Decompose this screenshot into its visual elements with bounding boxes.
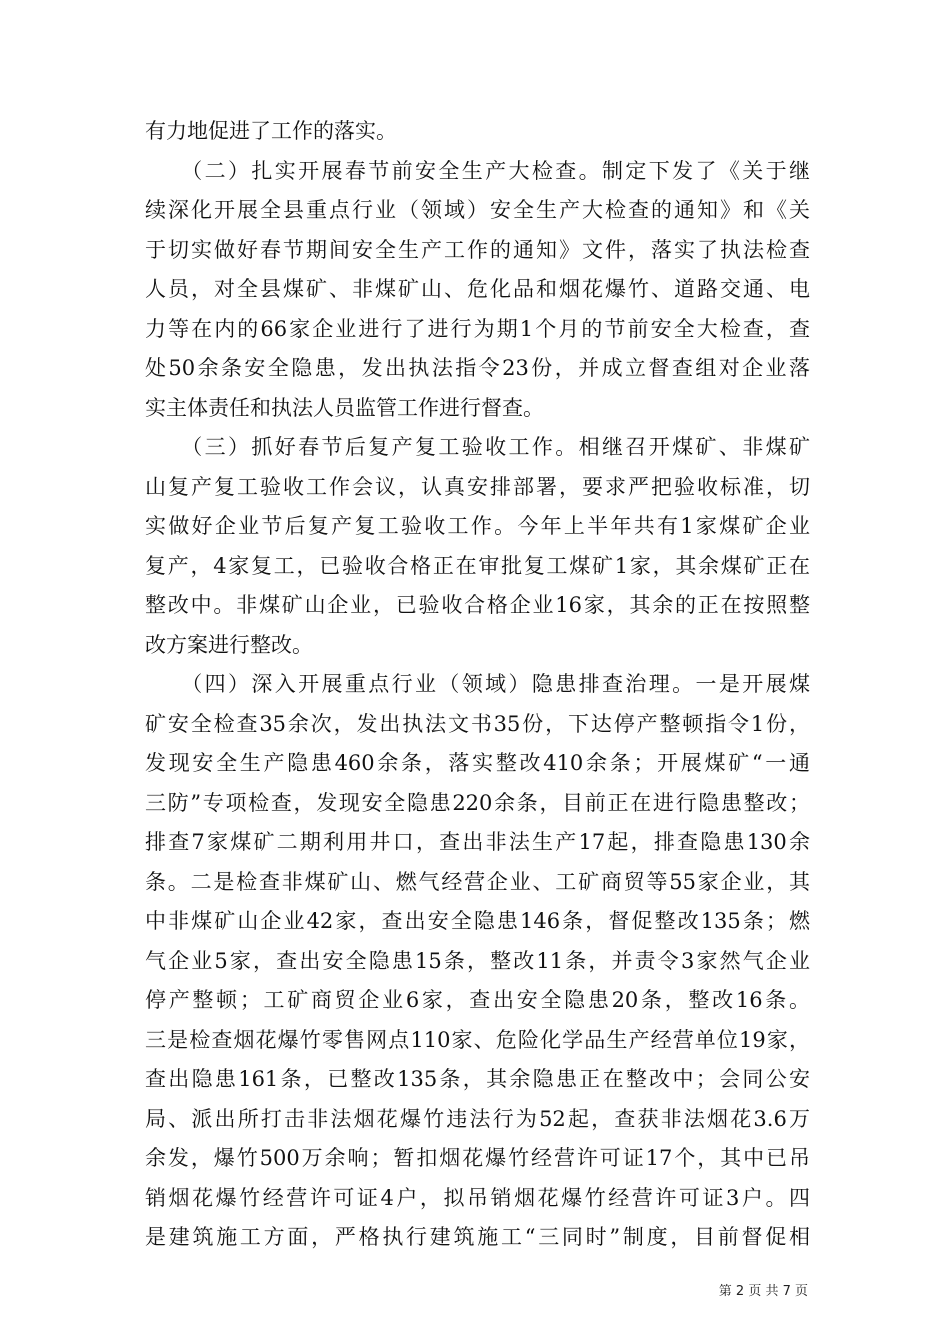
text-line: 续深化开展全县重点行业（领域）安全生产大检查的通知》和《关 [145, 198, 810, 222]
page-number: 第 2 页 共 7 页 [718, 1284, 808, 1299]
text-line: 销烟花爆竹经营许可证4户，拟吊销烟花爆竹经营许可证3户。四 [145, 1185, 810, 1210]
text-line: 余发，爆竹500万余响；暂扣烟花爆竹经营许可证17个，其中已吊 [145, 1146, 810, 1170]
text-line: 查出隐患161条，已整改135条，其余隐患正在整改中；会同公安 [145, 1067, 810, 1091]
text-line: 发现安全生产隐患460余条，落实整改410余条；开展煤矿“一通 [145, 751, 810, 775]
text-line: 停产整顿；工矿商贸企业6家，查出安全隐患20条，整改16条。 [145, 988, 810, 1012]
text-line: 三防”专项检查，发现安全隐患220余条，目前正在进行隐患整改； [145, 790, 810, 815]
text-line: 排查7家煤矿二期利用井口，查出非法生产17起，排查隐患130余 [145, 830, 810, 854]
text-line: 三是检查烟花爆竹零售网点110家、危险化学品生产经营单位19家， [145, 1027, 810, 1052]
text-line: （二）扎实开展春节前安全生产大检查。制定下发了《关于继 [145, 158, 810, 183]
text-line: 是建筑施工方面，严格执行建筑施工“三同时”制度，目前督促相 [145, 1225, 810, 1249]
text-line: 处50余条安全隐患，发出执法指令23份，并成立督查组对企业落 [145, 356, 810, 380]
text-line: 改方案进行整改。 [145, 632, 313, 657]
text-line: 局、派出所打击非法烟花爆竹违法行为52起，查获非法烟花3.6万 [145, 1106, 810, 1131]
text-line: 人员，对全县煤矿、非煤矿山、危化品和烟花爆竹、道路交通、电 [145, 277, 810, 301]
text-line: 实做好企业节后复产复工验收工作。今年上半年共有1家煤矿企业 [145, 514, 810, 538]
text-line: （三）抓好春节后复产复工验收工作。相继召开煤矿、非煤矿 [145, 435, 810, 459]
text-line: 于切实做好春节期间安全生产工作的通知》文件，落实了执法检查 [145, 237, 810, 262]
text-line: 实主体责任和执法人员监管工作进行督查。 [145, 395, 544, 420]
text-line: 条。二是检查非煤矿山、燃气经营企业、工矿商贸等55家企业，其 [145, 869, 810, 894]
text-line: 山复产复工验收工作会议，认真安排部署，要求严把验收标准，切 [145, 474, 810, 499]
text-line: 复产，4家复工，已验收合格正在审批复工煤矿1家，其余煤矿正在 [145, 553, 810, 578]
document-body [145, 112, 810, 1258]
text-line: （四）深入开展重点行业（领域）隐患排查治理。一是开展煤 [145, 672, 810, 696]
text-line: 气企业5家，查出安全隐患15条，整改11条，并责令3家然气企业 [145, 948, 810, 973]
text-line: 矿安全检查35余次，发出执法文书35份，下达停产整顿指令1份， [145, 711, 810, 736]
text-line: 整改中。非煤矿山企业，已验收合格企业16家，其余的正在按照整 [145, 593, 810, 617]
text-line: 力等在内的66家企业进行了进行为期1个月的节前安全大检查，查 [145, 316, 810, 341]
text-line: 中非煤矿山企业42家，查出安全隐患146条，督促整改135条；燃 [145, 909, 810, 933]
text-line: 有力地促进了工作的落实。 [145, 119, 397, 143]
